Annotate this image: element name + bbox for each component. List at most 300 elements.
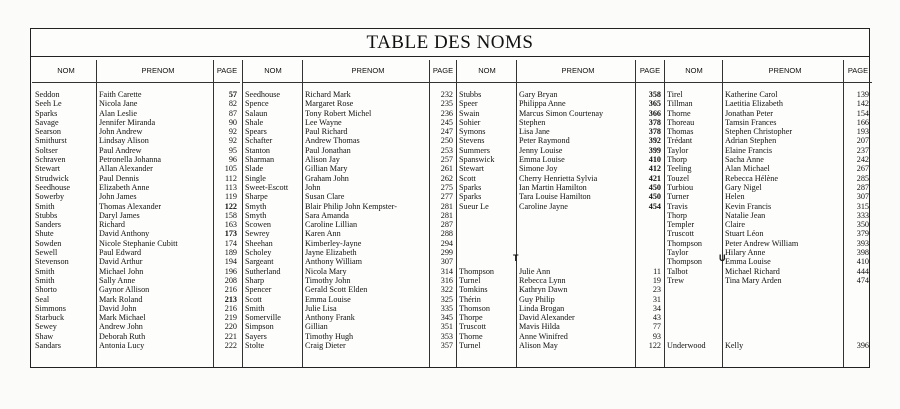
- page-number: 95: [228, 145, 237, 155]
- firstname-cell: David Arthur: [99, 257, 143, 267]
- surname-cell: Sweet-Escott: [245, 182, 289, 192]
- header-nom: NOM: [242, 60, 304, 83]
- page-number: 350: [856, 220, 869, 230]
- page-number: 410: [648, 155, 661, 165]
- page-number: 174: [224, 238, 237, 248]
- surname-cell: [667, 304, 721, 313]
- page-number: 242: [856, 155, 869, 165]
- firstname-cell: Cherry Henrietta Sylvia: [519, 173, 598, 183]
- surname-cell: Sandars: [35, 341, 61, 351]
- surname-cell: Thorne: [667, 108, 691, 118]
- firstname-cell: [519, 248, 637, 257]
- firstname-cell: [725, 285, 845, 294]
- firstname-cell: Jonathan Peter: [725, 108, 773, 118]
- page-number: 31: [652, 294, 661, 304]
- page-number: 277: [440, 192, 453, 202]
- surname-cell: Symons: [459, 127, 486, 137]
- firstname-cell: Allan Alexander: [99, 164, 153, 174]
- header-page: PAGE: [636, 60, 664, 83]
- firstname-cell: Sara Amanda: [305, 210, 349, 220]
- firstname-cell: Gillian Mary: [305, 164, 348, 174]
- firstname-cell: Nicole Stephanie Cubitt: [99, 238, 178, 248]
- firstname-cell: Peter Andrew William: [725, 238, 799, 248]
- page-number: [847, 322, 869, 331]
- column-noms: [35, 90, 97, 350]
- firstname-cell: Simone Joy: [519, 164, 558, 174]
- page-number: 196: [224, 266, 237, 276]
- page-number: 158: [224, 210, 237, 220]
- firstname-cell: Elizabeth Anne: [99, 182, 150, 192]
- firstname-cell: Faith Carette: [99, 90, 142, 99]
- page-number: 257: [440, 155, 453, 165]
- surname-cell: Turnel: [459, 341, 481, 351]
- page-number: 345: [440, 313, 453, 323]
- firstname-cell: Andrew John: [99, 322, 143, 332]
- firstname-cell: Guy Philip: [519, 294, 555, 304]
- page-number: 142: [856, 99, 869, 109]
- page-number: 77: [652, 322, 661, 332]
- surname-cell: Sparks: [35, 108, 58, 118]
- surname-cell: Underwood: [667, 341, 706, 351]
- firstname-cell: Alison Jay: [305, 155, 340, 165]
- surname-cell: Searson: [35, 127, 61, 137]
- surname-cell: Trew: [667, 275, 684, 285]
- firstname-cell: Paul Richard: [305, 127, 348, 137]
- header-page: PAGE: [430, 60, 456, 83]
- block-divider: [456, 60, 457, 367]
- surname-cell: Soltser: [35, 145, 58, 155]
- firstname-cell: John James: [99, 192, 137, 202]
- firstname-cell: Caroline Lillian: [305, 220, 358, 230]
- surname-cell: Single: [245, 173, 266, 183]
- page-number: 34: [652, 303, 661, 313]
- firstname-cell: [725, 332, 845, 341]
- page-number: [639, 239, 661, 248]
- page-number: 163: [224, 220, 237, 230]
- firstname-cell: Tony Robert Michel: [305, 108, 372, 118]
- firstname-cell: Mavis Hilda: [519, 322, 560, 332]
- header-nom: NOM: [456, 60, 518, 83]
- page-number: 11: [653, 266, 661, 276]
- firstname-cell: David John: [99, 303, 137, 313]
- firstname-cell: Natalie Jean: [725, 210, 766, 220]
- page-number: 23: [652, 285, 661, 295]
- firstname-cell: Gary Bryan: [519, 90, 558, 99]
- page-number: 444: [856, 266, 869, 276]
- page-number: 216: [224, 285, 237, 295]
- surname-cell: Stevenson: [35, 257, 69, 267]
- firstname-cell: Jayne Elizabeth: [305, 248, 357, 258]
- page-number: 396: [856, 341, 869, 351]
- header-prenom: PRENOM: [516, 60, 640, 83]
- surname-cell: Stewart: [35, 164, 61, 174]
- firstname-cell: Stuart Léon: [725, 229, 764, 239]
- firstname-cell: Gary Nigel: [725, 182, 762, 192]
- firstname-cell: [725, 295, 845, 304]
- page-number: 275: [440, 182, 453, 192]
- firstname-cell: Alan Michael: [725, 164, 770, 174]
- page-number: 412: [648, 164, 661, 174]
- firstname-cell: Antonia Lucy: [99, 341, 145, 351]
- surname-cell: Spears: [245, 127, 267, 137]
- surname-cell: Sargeant: [245, 257, 274, 267]
- firstname-cell: Alison May: [519, 341, 558, 351]
- page-number: 220: [224, 322, 237, 332]
- column-noms: [459, 90, 515, 350]
- surname-cell: Thomas: [667, 127, 694, 137]
- page-number: [847, 304, 869, 313]
- page-number: [639, 229, 661, 238]
- surname-cell: Strudwick: [35, 173, 69, 183]
- firstname-cell: Michael Richard: [725, 266, 780, 276]
- firstname-cell: Alan Leslie: [99, 108, 137, 118]
- surname-cell: Sowerby: [35, 192, 65, 202]
- surname-cell: Templer: [667, 220, 695, 230]
- page-number: 189: [224, 248, 237, 258]
- page-number: 235: [440, 99, 453, 109]
- column-noms: [667, 90, 721, 350]
- name-index-table: [30, 28, 870, 368]
- firstname-cell: Peter Raymond: [519, 136, 570, 146]
- index-block-1: [31, 60, 241, 367]
- surname-cell: Sharpe: [245, 192, 268, 202]
- surname-cell: Sayers: [245, 331, 267, 341]
- column-divider: [302, 60, 303, 367]
- surname-cell: Stewart: [459, 164, 485, 174]
- firstname-cell: Julie Ann: [519, 266, 551, 276]
- column-prenoms: [305, 90, 431, 350]
- surname-cell: Thoreau: [667, 117, 695, 127]
- page-number: 122: [648, 341, 661, 351]
- surname-cell: Turnel: [459, 275, 481, 285]
- page-number: [847, 313, 869, 322]
- page-number: 333: [856, 210, 869, 220]
- firstname-cell: [519, 229, 637, 238]
- column-divider: [722, 60, 723, 367]
- page-number: 450: [648, 192, 661, 202]
- surname-cell: Tirel: [667, 90, 683, 99]
- index-block-4: [665, 60, 869, 367]
- surname-cell: [459, 239, 515, 248]
- firstname-cell: Timothy John: [305, 275, 351, 285]
- firstname-cell: Blair Philip John Kempster-: [305, 201, 397, 211]
- page-number: [639, 257, 661, 266]
- page-number: 139: [856, 90, 869, 99]
- page-number: 393: [856, 238, 869, 248]
- page-number: [639, 248, 661, 257]
- surname-cell: Starbuck: [35, 313, 65, 323]
- page-number: 90: [228, 117, 237, 127]
- header-nom: NOM: [664, 60, 724, 83]
- header-prenom: PRENOM: [96, 60, 220, 83]
- surname-cell: Smith: [35, 275, 55, 285]
- surname-cell: Shaw: [35, 331, 54, 341]
- firstname-cell: Paul Andrew: [99, 145, 142, 155]
- firstname-cell: Paul Edward: [99, 248, 142, 258]
- page-number: 222: [224, 341, 237, 351]
- page-number: 288: [440, 229, 453, 239]
- page-number: 82: [228, 99, 237, 109]
- page-number: 221: [224, 331, 237, 341]
- page-number: 262: [440, 173, 453, 183]
- page-number: 261: [440, 164, 453, 174]
- firstname-cell: Gaynor Allison: [99, 285, 150, 295]
- page-number: 92: [228, 136, 237, 146]
- surname-cell: Sharp: [245, 275, 265, 285]
- firstname-cell: Lee Wayne: [305, 117, 342, 127]
- surname-cell: Spence: [245, 99, 269, 109]
- surname-cell: [667, 332, 721, 341]
- page-number: 335: [440, 303, 453, 313]
- firstname-cell: Thomas Alexander: [99, 201, 162, 211]
- firstname-cell: Lindsay Alison: [99, 136, 149, 146]
- firstname-cell: Anthony Frank: [305, 313, 355, 323]
- firstname-cell: Timothy Hugh: [305, 331, 354, 341]
- surname-cell: Touzel: [667, 173, 690, 183]
- header-prenom: PRENOM: [722, 60, 848, 83]
- page-number: 287: [856, 182, 869, 192]
- page-number: 365: [648, 99, 661, 109]
- page-number: [847, 285, 869, 294]
- surname-cell: Smyth: [245, 210, 267, 220]
- firstname-cell: Ian Martin Hamilton: [519, 182, 587, 192]
- surname-cell: Spanswick: [459, 155, 495, 165]
- page-number: 194: [224, 257, 237, 267]
- surname-cell: Sutherland: [245, 266, 281, 276]
- page-number: 232: [440, 90, 453, 99]
- page-number: 19: [652, 275, 661, 285]
- firstname-cell: Craig Dieter: [305, 341, 346, 351]
- surname-cell: [667, 322, 721, 331]
- page-number: 213: [224, 294, 237, 304]
- firstname-cell: Kelly: [725, 341, 744, 351]
- surname-cell: Stanton: [245, 145, 271, 155]
- page-number: 57: [228, 90, 237, 99]
- surname-cell: Simmons: [35, 303, 66, 313]
- surname-cell: Taylor: [667, 145, 689, 155]
- firstname-cell: Kimberley-Jayne: [305, 238, 362, 248]
- page-number: 353: [440, 331, 453, 341]
- column-prenoms: [725, 90, 845, 350]
- surname-cell: Turner: [667, 192, 689, 202]
- firstname-cell: Kevin Francis: [725, 201, 772, 211]
- surname-cell: Speer: [459, 99, 478, 109]
- surname-cell: Smith: [35, 266, 55, 276]
- page-number: 307: [856, 192, 869, 202]
- page-number: 253: [440, 145, 453, 155]
- firstname-cell: Karen Ann: [305, 229, 341, 239]
- surname-cell: Salaun: [245, 108, 268, 118]
- firstname-cell: Andrew Thomas: [305, 136, 360, 146]
- column-pages: [639, 90, 661, 350]
- firstname-cell: Nicola Jane: [99, 99, 138, 109]
- surname-cell: Stubbs: [35, 210, 58, 220]
- page-number: 379: [856, 229, 869, 239]
- firstname-cell: Emma Louise: [519, 155, 565, 165]
- firstname-cell: Richard: [99, 220, 125, 230]
- firstname-cell: [725, 322, 845, 331]
- surname-cell: Sanders: [35, 220, 61, 230]
- surname-cell: [667, 285, 721, 294]
- firstname-cell: Michael John: [99, 266, 144, 276]
- surname-cell: Swain: [459, 108, 480, 118]
- page-number: 173: [224, 229, 237, 239]
- firstname-cell: Philippa Anne: [519, 99, 566, 109]
- surname-cell: Smyth: [245, 201, 267, 211]
- firstname-cell: Anne Winifred: [519, 331, 568, 341]
- surname-cell: Thomson: [459, 303, 490, 313]
- surname-cell: Talbot: [667, 266, 688, 276]
- column-prenoms: [99, 90, 217, 350]
- page-number: 93: [652, 331, 661, 341]
- firstname-cell: John Andrew: [99, 127, 143, 137]
- firstname-cell: Jenny Louise: [519, 145, 563, 155]
- surname-cell: Thompson: [667, 257, 703, 267]
- surname-cell: Teeling: [667, 164, 692, 174]
- firstname-cell: Julie Lisa: [305, 303, 337, 313]
- firstname-cell: Claire: [725, 220, 746, 230]
- firstname-cell: [519, 211, 637, 220]
- page-number: 421: [648, 173, 661, 183]
- surname-cell: Savage: [35, 117, 59, 127]
- page-number: 287: [440, 220, 453, 230]
- surname-cell: Thorp: [667, 155, 688, 165]
- block-divider: [242, 60, 243, 367]
- surname-cell: Scott: [459, 173, 476, 183]
- firstname-cell: Susan Clare: [305, 192, 345, 202]
- surname-cell: Smith: [35, 201, 55, 211]
- surname-cell: Taylor: [667, 248, 689, 258]
- firstname-cell: Nicola Mary: [305, 266, 347, 276]
- firstname-cell: Hilary Anne: [725, 248, 766, 258]
- surname-cell: Sewrey: [245, 229, 270, 239]
- column-prenoms: [519, 90, 637, 350]
- surname-cell: Somerville: [245, 313, 281, 323]
- page-number: 43: [652, 313, 661, 323]
- surname-cell: Sueur Le: [459, 201, 489, 211]
- page-number: 314: [440, 266, 453, 276]
- page-number: 193: [856, 127, 869, 137]
- page-number: 299: [440, 248, 453, 258]
- surname-cell: [667, 313, 721, 322]
- page-number: 122: [224, 201, 237, 211]
- page-title: TABLE DES NOMS: [31, 29, 869, 57]
- page-number: [639, 211, 661, 220]
- surname-cell: Sheehan: [245, 238, 273, 248]
- firstname-cell: [519, 257, 637, 266]
- surname-cell: Thompson: [667, 238, 703, 248]
- surname-cell: Spencer: [245, 285, 272, 295]
- page-number: 351: [440, 322, 453, 332]
- page-number: 87: [228, 108, 237, 118]
- page-number: 316: [440, 275, 453, 285]
- page-number: 378: [648, 127, 661, 137]
- surname-cell: [459, 220, 515, 229]
- surname-cell: Thorne: [459, 331, 483, 341]
- firstname-cell: Lisa Jane: [519, 127, 550, 137]
- surname-cell: Schraven: [35, 155, 66, 165]
- surname-cell: [459, 248, 515, 257]
- surname-cell: Sparks: [459, 182, 482, 192]
- firstname-cell: Petronella Johanna: [99, 155, 162, 165]
- surname-cell: Turbiou: [667, 182, 694, 192]
- section-letter: U: [719, 252, 726, 263]
- block-divider: [664, 60, 665, 367]
- firstname-cell: Sally Anne: [99, 275, 136, 285]
- page-number: 281: [440, 201, 453, 211]
- firstname-cell: David Anthony: [99, 229, 150, 239]
- firstname-cell: Helen: [725, 192, 745, 202]
- page-number: 96: [228, 155, 237, 165]
- page-number: 392: [648, 136, 661, 146]
- firstname-cell: [519, 239, 637, 248]
- firstname-cell: Rebecca Hélène: [725, 173, 778, 183]
- firstname-cell: Stephen: [519, 117, 546, 127]
- column-noms: [245, 90, 301, 350]
- surname-cell: Truscott: [667, 229, 694, 239]
- firstname-cell: Gillian: [305, 322, 328, 332]
- firstname-cell: Caroline Jayne: [519, 201, 568, 211]
- firstname-cell: Anthony William: [305, 257, 363, 267]
- page-number: [847, 332, 869, 341]
- firstname-cell: Tara Louise Hamilton: [519, 192, 591, 202]
- page-number: 281: [440, 210, 453, 220]
- firstname-cell: Graham John: [305, 173, 349, 183]
- surname-cell: Sewell: [35, 248, 58, 258]
- surname-cell: Tillman: [667, 99, 693, 109]
- firstname-cell: Tamsin Frances: [725, 117, 777, 127]
- header-prenom: PRENOM: [302, 60, 434, 83]
- surname-cell: Stubbs: [459, 90, 482, 99]
- firstname-cell: Paul Dennis: [99, 173, 139, 183]
- surname-cell: Thorpe: [459, 313, 483, 323]
- index-block-2: [243, 60, 455, 367]
- surname-cell: Schafter: [245, 136, 273, 146]
- column-pages: [433, 90, 453, 350]
- firstname-cell: Katherine Carol: [725, 90, 778, 99]
- firstname-cell: Marcus Simon Courtenay: [519, 108, 604, 118]
- surname-cell: Travis: [667, 201, 688, 211]
- firstname-cell: Laetitia Elizabeth: [725, 99, 783, 109]
- firstname-cell: David Alexander: [519, 313, 575, 323]
- page-number: 219: [224, 313, 237, 323]
- surname-cell: Truscott: [459, 322, 486, 332]
- surname-cell: [667, 295, 721, 304]
- firstname-cell: Mark Roland: [99, 294, 143, 304]
- firstname-cell: Deborah Ruth: [99, 331, 146, 341]
- page-number: [847, 295, 869, 304]
- surname-cell: Smithurst: [35, 136, 67, 146]
- firstname-cell: Emma Louise: [725, 257, 771, 267]
- column-pages: [847, 90, 869, 350]
- header-page: PAGE: [844, 60, 872, 83]
- firstname-cell: Emma Louise: [305, 294, 351, 304]
- surname-cell: Scholey: [245, 248, 272, 258]
- surname-cell: [459, 229, 515, 238]
- surname-cell: Seal: [35, 294, 50, 304]
- surname-cell: Scott: [245, 294, 262, 304]
- page-number: 166: [856, 117, 869, 127]
- surname-cell: Thorp: [667, 210, 688, 220]
- surname-cell: Shute: [35, 229, 54, 239]
- page-number: 250: [440, 136, 453, 146]
- header-nom: NOM: [32, 60, 100, 83]
- page-number: 92: [228, 127, 237, 137]
- surname-cell: Scowen: [245, 220, 271, 230]
- page-number: 450: [648, 182, 661, 192]
- firstname-cell: Jennifer Miranda: [99, 117, 156, 127]
- surname-cell: Sowden: [35, 238, 62, 248]
